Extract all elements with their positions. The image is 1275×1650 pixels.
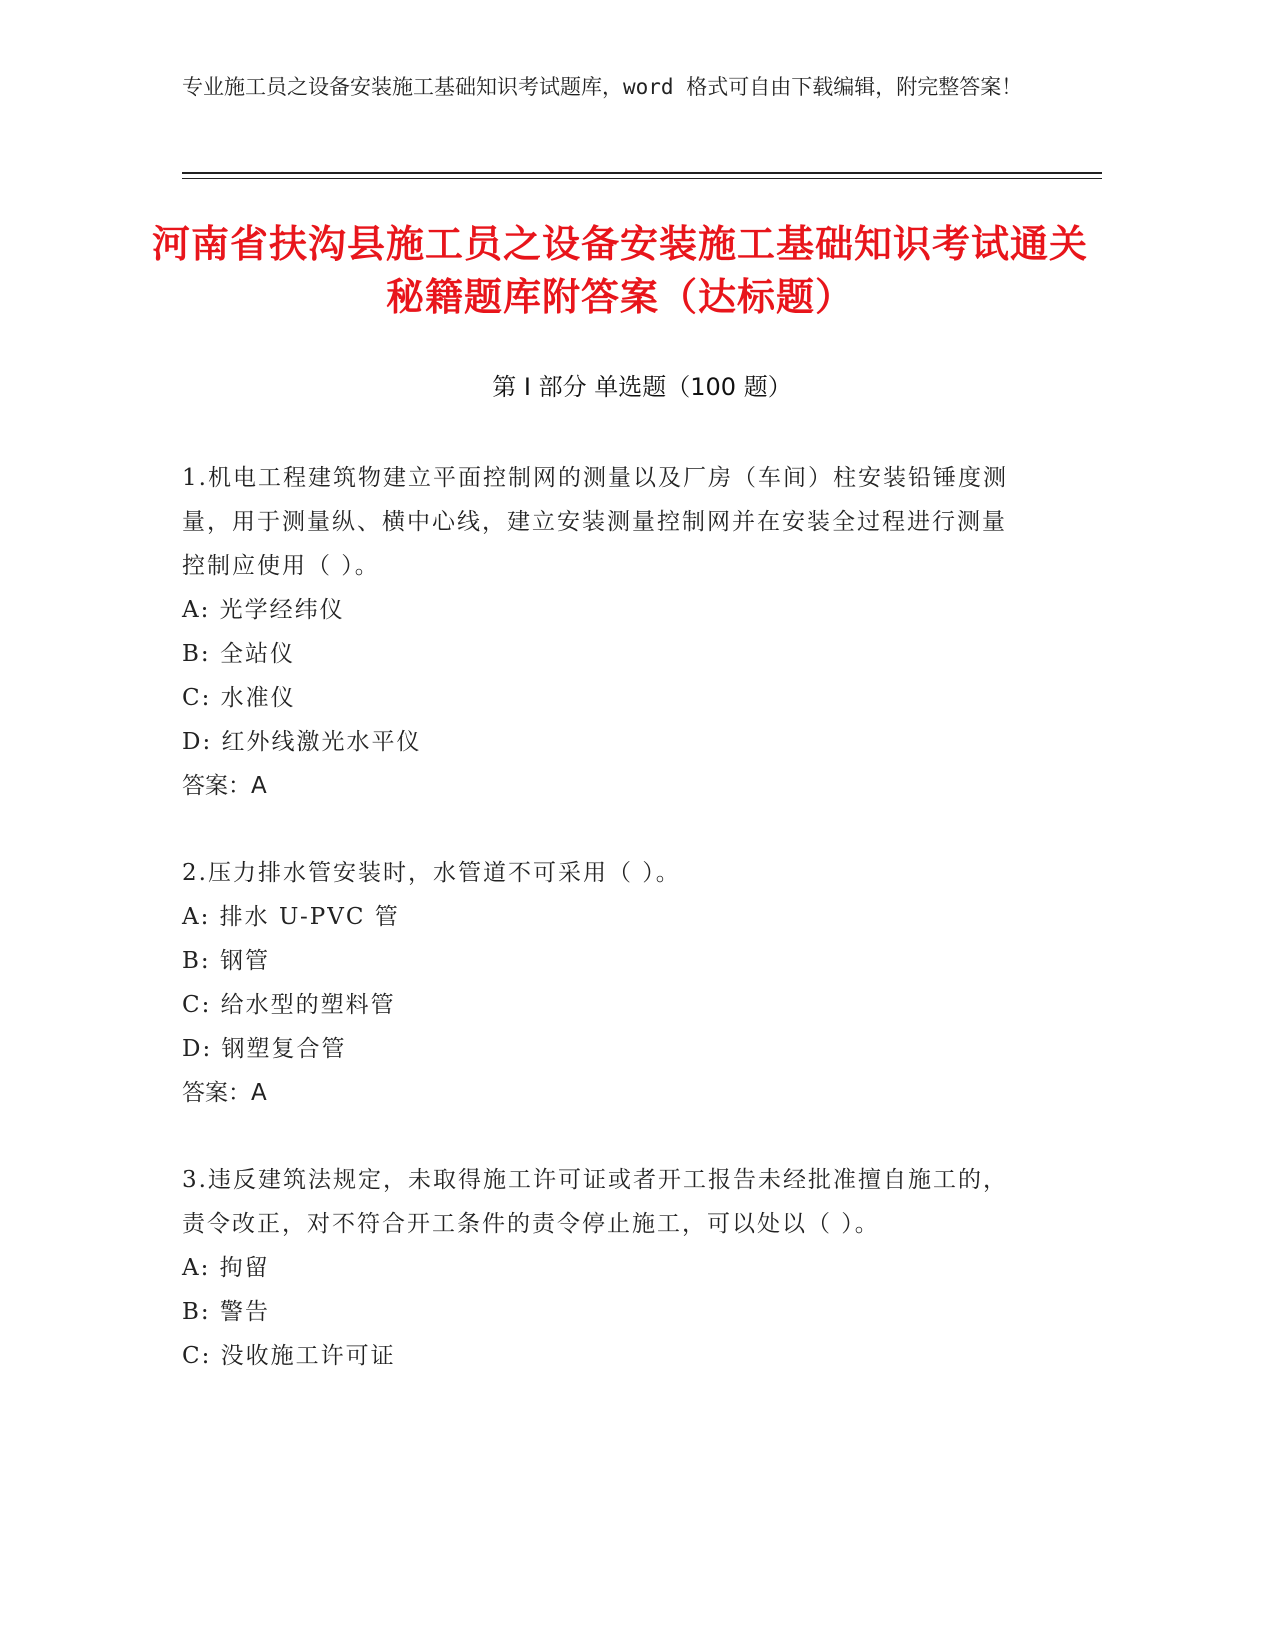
- option-d: D: 红外线激光水平仪: [182, 729, 422, 755]
- question-1: [182, 456, 1027, 808]
- header-note: 专业施工员之设备安装施工基础知识考试题库，word 格式可自由下载编辑，附完整答案！: [182, 75, 1023, 99]
- option-a: A: 排水 U-PVC 管: [182, 904, 400, 930]
- question-stem: 3.违反建筑法规定，未取得施工许可证或者开工报告未经批准擅自施工的，责令改正，对不符合开工条件的责令停止施工，可以处以（ ）。: [182, 1167, 1008, 1237]
- option-c: C: 没收施工许可证: [182, 1343, 396, 1369]
- option-b: B: 全站仪: [182, 641, 295, 667]
- question-stem: 1.机电工程建筑物建立平面控制网的测量以及厂房（车间）柱安装铅锤度测量，用于测量纵、横中心线，建立安装测量控制网并在安装全过程进行测量控制应使用（ ）。: [182, 465, 1008, 579]
- question-2: [182, 851, 1027, 1115]
- option-b: B: 钢管: [182, 948, 270, 974]
- question-answer: 答案：A: [182, 773, 267, 799]
- option-d: D: 钢塑复合管: [182, 1036, 347, 1062]
- option-b: B: 警告: [182, 1299, 270, 1325]
- section-heading: 第 I 部分 单选题（100 题）: [492, 373, 792, 401]
- document-title: 河南省扶沟县施工员之设备安装施工基础知识考试通关秘籍题库附答案（达标题）: [151, 222, 1088, 319]
- header-divider-thick: [182, 172, 1102, 174]
- question-answer: 答案：A: [182, 1080, 267, 1106]
- option-a: A: 光学经纬仪: [182, 597, 345, 623]
- header-divider-thin: [182, 178, 1102, 179]
- option-c: C: 给水型的塑料管: [182, 992, 396, 1018]
- option-a: A: 拘留: [182, 1255, 270, 1281]
- question-3: [182, 1158, 1027, 1378]
- question-stem: 2.压力排水管安装时，水管道不可采用（ ）。: [182, 860, 681, 886]
- option-c: C: 水准仪: [182, 685, 296, 711]
- question-list: [182, 456, 1027, 1421]
